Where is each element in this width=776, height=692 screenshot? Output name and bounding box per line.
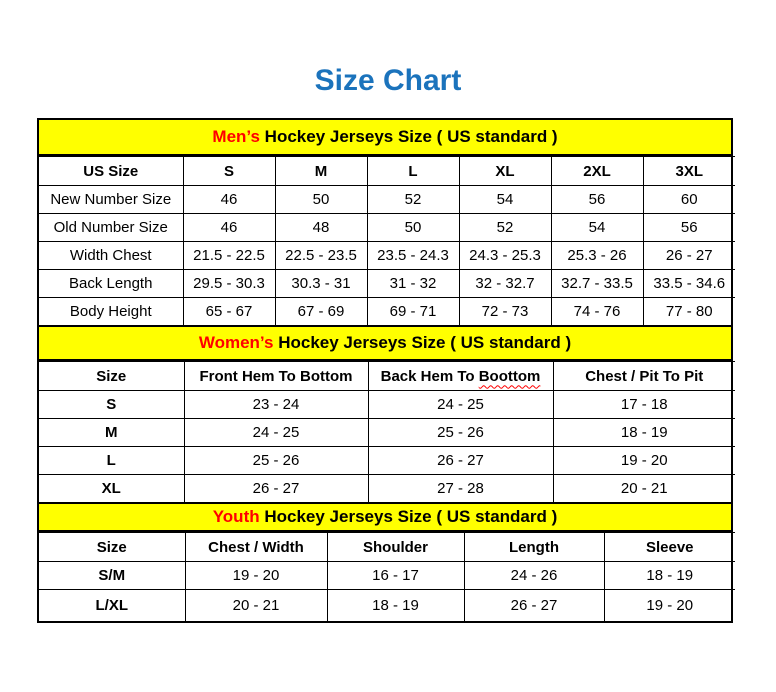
table-cell: 24.3 - 25.3 xyxy=(459,242,551,270)
table-cell: 52 xyxy=(367,186,459,214)
section-womens xyxy=(39,325,731,502)
table-cell: 19 - 20 xyxy=(604,590,735,622)
mens-size-table xyxy=(39,156,735,325)
table-cell: 77 - 80 xyxy=(643,298,735,326)
table-cell: 26 - 27 xyxy=(643,242,735,270)
page-title: Size Chart xyxy=(314,64,462,97)
section-youth xyxy=(39,502,731,621)
table-row xyxy=(39,214,735,242)
table-cell: 24 - 26 xyxy=(464,562,604,590)
table-row xyxy=(39,475,735,503)
table-cell: 33.5 - 34.6 xyxy=(643,270,735,298)
column-header: Back Hem To Boottom xyxy=(368,362,553,391)
table-cell: 54 xyxy=(551,214,643,242)
table-row xyxy=(39,242,735,270)
table-cell: 20 - 21 xyxy=(553,475,735,503)
row-label: S/M xyxy=(39,562,185,590)
column-header: US Size xyxy=(39,157,183,186)
row-label: New Number Size xyxy=(39,186,183,214)
table-cell: 25.3 - 26 xyxy=(551,242,643,270)
table-row xyxy=(39,562,735,590)
table-cell: 27 - 28 xyxy=(368,475,553,503)
size-chart-container xyxy=(37,118,733,623)
table-cell: 46 xyxy=(183,186,275,214)
column-header: 2XL xyxy=(551,157,643,186)
table-cell: 60 xyxy=(643,186,735,214)
table-cell: 25 - 26 xyxy=(368,419,553,447)
header-row xyxy=(39,362,735,391)
section-header-highlight: Men’s xyxy=(212,127,260,146)
column-header: XL xyxy=(459,157,551,186)
table-cell: 18 - 19 xyxy=(553,419,735,447)
table-row xyxy=(39,186,735,214)
row-label: M xyxy=(39,419,184,447)
table-cell: 22.5 - 23.5 xyxy=(275,242,367,270)
table-cell: 26 - 27 xyxy=(368,447,553,475)
table-cell: 24 - 25 xyxy=(368,391,553,419)
table-cell: 19 - 20 xyxy=(185,562,327,590)
table-cell: 23.5 - 24.3 xyxy=(367,242,459,270)
column-header: Shoulder xyxy=(327,533,464,562)
table-cell: 20 - 21 xyxy=(185,590,327,622)
table-cell: 54 xyxy=(459,186,551,214)
womens-size-table xyxy=(39,361,735,502)
section-mens xyxy=(39,120,731,325)
column-header: L xyxy=(367,157,459,186)
column-header: Front Hem To Bottom xyxy=(184,362,368,391)
row-label: L/XL xyxy=(39,590,185,622)
column-header: S xyxy=(183,157,275,186)
table-row xyxy=(39,391,735,419)
column-header: Chest / Pit To Pit xyxy=(553,362,735,391)
row-label: XL xyxy=(39,475,184,503)
column-header: Size xyxy=(39,533,185,562)
table-row xyxy=(39,270,735,298)
table-row xyxy=(39,590,735,622)
table-cell: 67 - 69 xyxy=(275,298,367,326)
table-cell: 72 - 73 xyxy=(459,298,551,326)
section-header-highlight: Women’s xyxy=(198,333,274,352)
table-cell: 32.7 - 33.5 xyxy=(551,270,643,298)
column-header: 3XL xyxy=(643,157,735,186)
table-cell: 18 - 19 xyxy=(604,562,735,590)
header-row xyxy=(39,533,735,562)
misspelled-word: Boottom xyxy=(478,367,541,385)
table-cell: 25 - 26 xyxy=(184,447,368,475)
table-cell: 17 - 18 xyxy=(553,391,735,419)
table-cell: 48 xyxy=(275,214,367,242)
column-header: Sleeve xyxy=(604,533,735,562)
table-row xyxy=(39,447,735,475)
table-row xyxy=(39,298,735,326)
table-cell: 50 xyxy=(275,186,367,214)
table-cell: 31 - 32 xyxy=(367,270,459,298)
section-header-text: Hockey Jerseys Size ( US standard ) xyxy=(273,333,572,352)
table-row xyxy=(39,419,735,447)
section-header-text: Hockey Jerseys Size ( US standard ) xyxy=(259,507,558,526)
table-cell: 46 xyxy=(183,214,275,242)
table-cell: 65 - 67 xyxy=(183,298,275,326)
row-label: Old Number Size xyxy=(39,214,183,242)
table-cell: 24 - 25 xyxy=(184,419,368,447)
column-header: M xyxy=(275,157,367,186)
table-cell: 16 - 17 xyxy=(327,562,464,590)
youth-size-table xyxy=(39,532,735,621)
row-label: L xyxy=(39,447,184,475)
table-cell: 26 - 27 xyxy=(464,590,604,622)
table-cell: 56 xyxy=(643,214,735,242)
column-header: Size xyxy=(39,362,184,391)
table-cell: 18 - 19 xyxy=(327,590,464,622)
table-cell: 19 - 20 xyxy=(553,447,735,475)
table-cell: 23 - 24 xyxy=(184,391,368,419)
section-header-highlight: Youth xyxy=(212,507,260,526)
womens-section-header xyxy=(39,325,731,361)
mens-section-header xyxy=(39,120,731,156)
row-label: Width Chest xyxy=(39,242,183,270)
section-header-text: Hockey Jerseys Size ( US standard ) xyxy=(259,127,558,146)
table-cell: 21.5 - 22.5 xyxy=(183,242,275,270)
column-header: Length xyxy=(464,533,604,562)
table-cell: 69 - 71 xyxy=(367,298,459,326)
table-cell: 74 - 76 xyxy=(551,298,643,326)
row-label: Body Height xyxy=(39,298,183,326)
table-cell: 32 - 32.7 xyxy=(459,270,551,298)
table-cell: 50 xyxy=(367,214,459,242)
table-cell: 26 - 27 xyxy=(184,475,368,503)
table-cell: 29.5 - 30.3 xyxy=(183,270,275,298)
row-label: Back Length xyxy=(39,270,183,298)
youth-section-header xyxy=(39,502,731,532)
table-cell: 52 xyxy=(459,214,551,242)
table-cell: 30.3 - 31 xyxy=(275,270,367,298)
column-header: Chest / Width xyxy=(185,533,327,562)
table-cell: 56 xyxy=(551,186,643,214)
header-row xyxy=(39,157,735,186)
row-label: S xyxy=(39,391,184,419)
